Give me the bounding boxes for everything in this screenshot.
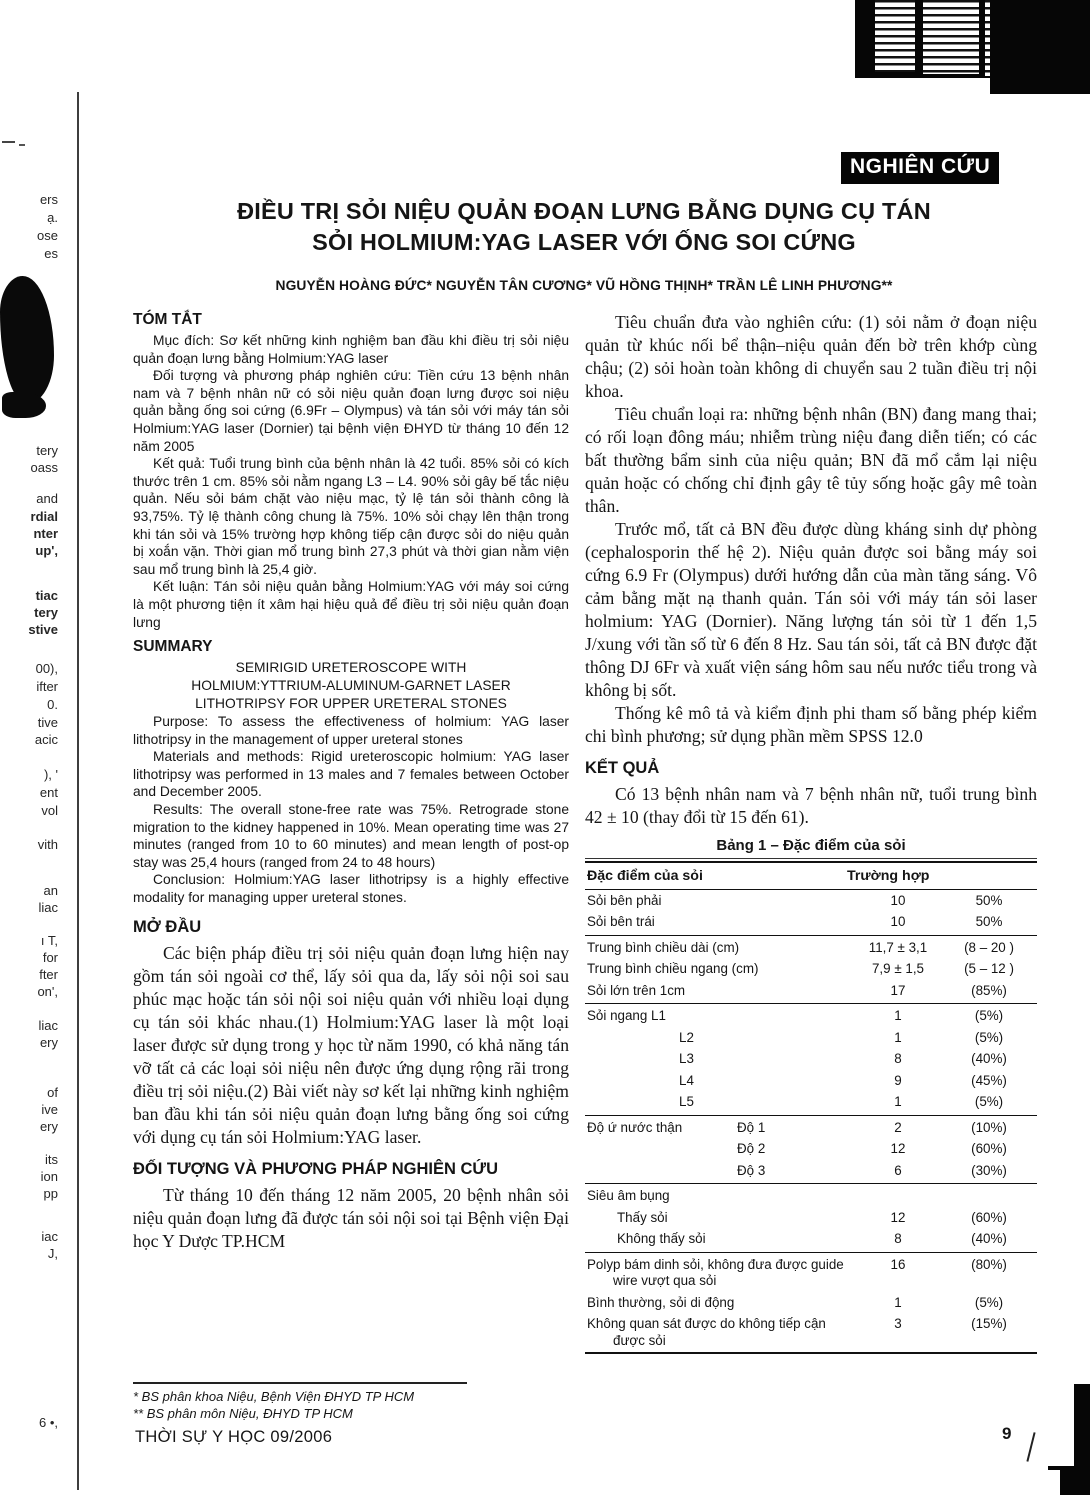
ink-blob <box>2 392 46 418</box>
table-cell-count: 12 <box>890 1141 906 1156</box>
margin-fragment: 6 •, <box>38 1416 58 1430</box>
journal-name: THỜI SỰ Y HỌC 09/2006 <box>135 1428 333 1446</box>
margin-fragment: vol <box>41 804 58 818</box>
heading-doituong: ĐỐI TƯỢNG VÀ PHƯƠNG PHÁP NGHIÊN CỨU <box>133 1159 499 1178</box>
table-cell-count: 1 <box>894 1029 902 1045</box>
margin-fragment: up', <box>35 544 58 558</box>
table-cell-label: L3 <box>679 1051 694 1066</box>
margin-fragment: liac <box>38 901 58 915</box>
footnote: * BS phân khoa Niệu, Bệnh Viện ĐHYD TP HCM <box>133 1389 415 1404</box>
table-row <box>585 1207 1037 1229</box>
table-cell-count: 11,7 ± 3,1 <box>868 939 928 955</box>
table-row: Độ 2 12 (60%) <box>585 1139 1037 1161</box>
footnotes <box>133 1388 573 1422</box>
table-cell-percent: (30%) <box>971 1162 1007 1178</box>
margin-fragment: ive <box>41 1103 58 1117</box>
margin-fragment: ion <box>40 1170 58 1184</box>
table-cell-percent: (5%) <box>974 1008 1004 1023</box>
margin-fragment: ı T, <box>40 934 58 948</box>
margin-fragment: ers <box>39 193 58 207</box>
table-cell-label: L4 <box>679 1072 694 1088</box>
footnote-block <box>133 1382 573 1422</box>
abstract-paragraph: Mục đích: Sơ kết những kinh nghiệm ban đầu khi điều trị sỏi niệu quản đoạn lưng bằng Holmium:YAG laser <box>133 333 569 366</box>
body-paragraph: Tiêu chuẩn loại ra: những bệnh nhân (BN) đang mang thai; có rối loạn đông máu; nhiễm trùng niệu đang diễn tiến; có các bất thường bẩm sinh của niệu quản; BN đã mổ cắm lại niệu quản hoặc có chống chỉ định gây tê tủy sống hoặc gây mê toàn thân. <box>585 404 1037 516</box>
table-cell-label: Sỏi bên phải <box>587 892 662 908</box>
margin-fragment: tery <box>36 444 58 458</box>
summary-paragraph: Purpose: To assess the effectiveness of holmium: YAG laser lithotripsy in the management of upper ureteral stones <box>133 714 569 747</box>
margin-fragment: ery <box>39 1120 58 1134</box>
heading-summary: SUMMARY <box>133 638 213 656</box>
table-row <box>585 890 1037 912</box>
margin-fragment: liac <box>38 1019 58 1033</box>
table-header-cases: Trường hợp <box>847 868 930 884</box>
margin-fragment: on', <box>37 985 58 999</box>
body-paragraph: Từ tháng 10 đến tháng 12 năm 2005, 20 bệnh nhân sỏi niệu quản đoạn lưng đã được tán sỏi nội soi tại Bệnh viện Đại học Y Dược TP.HCM <box>133 1184 569 1251</box>
page-number: 9 <box>1002 1424 1012 1443</box>
table-cell-count: 10 <box>890 914 906 929</box>
table-body <box>585 890 1037 1352</box>
pen-tick-mark <box>1026 1432 1035 1462</box>
margin-fragment: stive <box>28 623 58 637</box>
scan-dash <box>2 141 15 143</box>
table-cell-label: Sỏi bên trái <box>587 914 655 929</box>
table-cell-count: 1 <box>894 1008 902 1023</box>
table-cell-label: L2 <box>679 1029 694 1045</box>
table-cell-percent: (60%) <box>971 1209 1007 1225</box>
table-cell-count: 1 <box>894 1094 902 1109</box>
ketqua-section <box>585 783 1037 829</box>
table-cell-percent: (5%) <box>974 1294 1004 1310</box>
body-paragraph: Trước mổ, tất cả BN đều được dùng kháng sinh dự phòng (cephalosporin thế hệ 2). Niệu quản được soi bằng máy soi cứng 6.9 Fr (Olympus) dưới hướng dẫn của màn tăng sáng. Vô cảm bằng mặt nạ thanh quản. Tán sỏi với máy tán sỏi laser holmium: YAG (Dornier). Năng lượng tán sỏi từ 1 đến 1,5 J/xung với tần số từ 6 đến 8 Hz. Sau tán sỏi, tất cả BN được đặt thông DJ 6Fr và xuất viện sáng hôm sau nếu nước tiểu trong và không bị sốt. <box>585 519 1037 700</box>
table-cell-label: Không quan sát được do không tiếp cận được sỏi <box>587 1316 826 1348</box>
table-row: Độ 3 6 (30%) <box>585 1160 1037 1184</box>
authors-line: NGUYỄN HOÀNG ĐỨC* NGUYỄN TÂN CƯƠNG* VŨ HỒNG THỊNH* TRẦN LÊ LINH PHƯƠNG** <box>275 278 893 293</box>
right-column <box>585 311 1037 1354</box>
table-row <box>585 959 1037 981</box>
margin-fragment: for <box>42 951 58 965</box>
table-row <box>585 1253 1037 1293</box>
table-cell-count: 7,9 ± 1,5 <box>871 961 925 976</box>
table-row <box>585 1292 1037 1314</box>
margin-fragment: pp <box>43 1187 58 1201</box>
table-row <box>585 1116 1037 1139</box>
abstract-paragraph: Kết quả: Tuổi trung bình của bệnh nhân là 42 tuổi. 85% sỏi có kích thước trên 1 cm. 85% sỏi nằm ngang L3 – L4. 90% sỏi gây bế tắc niệu quản. Nếu sỏi bám chặt vào niệu mạc, tỷ lệ tán sỏi thành công là 93,75%. Tỷ lệ thành công chung là 75%. 10% sỏi chạy lên thận trong khi tán sỏi và 15% trường hợp không tiếp cận được sỏi do niệu quản bị xoắn vặn. Thời gian mổ trung bình 27,3 phút và thời gian nằm viện sau mổ trung bình là 25,4 giờ. <box>133 456 569 577</box>
body-paragraph: Các biện pháp điều trị sỏi niệu quản đoạn lưng hiện nay gồm tán sỏi ngoài cơ thể, lấy sỏi qua da, lấy sỏi nội soi sau phúc mạc hoặc tán sỏi nội soi niệu quản với nhiều loại dụng cụ tán sỏi khác nhau.(1) Holmium:YAG laser là một loại laser được sử dụng trong y học từ năm 1990, có khả năng tán vỡ tất cả các loại sỏi niệu nên được ứng dụng rộng rãi trong điều trị sỏi niệu.(2) Bài viết này sơ kết lại những kinh nghiệm ban đầu khi tán sỏi niệu quản đoạn lưng bằng ống soi cứng với dụng cụ tán sỏi Holmium:YAG laser. <box>133 942 569 1147</box>
left-column <box>133 311 569 1253</box>
table-row <box>585 1027 1037 1049</box>
margin-fragment: its <box>45 1153 58 1167</box>
ink-blob <box>0 276 54 404</box>
table-row <box>585 1070 1037 1092</box>
margin-fragment: ifter <box>36 680 58 694</box>
heading-tomtat: TÓM TẮT <box>133 311 202 328</box>
table-header-row <box>585 863 1037 890</box>
margin-fragment: nter <box>33 527 58 541</box>
margin-fragment: acic <box>34 733 58 747</box>
summary-paragraph: Conclusion: Holmium:YAG laser lithotripsy is a highly effective modality for managing upper ureteral stones. <box>133 872 569 906</box>
table-caption: Bảng 1 – Đặc điểm của sỏi <box>716 837 906 854</box>
table-cell-percent: (60%) <box>971 1141 1007 1156</box>
table-cell-percent: (40%) <box>971 1231 1007 1246</box>
summary-paragraph: Materials and methods: Rigid ureteroscopic holmium: YAG laser lithotripsy was performed in 13 males and 7 females between October and December 2005. <box>133 749 569 800</box>
body-paragraph: Có 13 bệnh nhân nam và 7 bệnh nhân nữ, tuổi trung bình 42 ± 10 (thay đổi từ 15 đến 61). <box>585 784 1037 827</box>
table-cell-label: Thấy sỏi <box>617 1209 668 1225</box>
heading-modau: MỞ ĐẦU <box>133 917 202 936</box>
table-cell-percent: (8 – 20 ) <box>964 939 1014 955</box>
table-cell-count: 12 <box>890 1209 906 1225</box>
footnote-rule <box>133 1382 467 1384</box>
margin-fragment: tery <box>34 606 58 620</box>
doituong-section <box>133 1184 569 1253</box>
table-cell-percent: 50% <box>975 914 1003 929</box>
margin-fragment: ), ' <box>43 768 58 782</box>
table-cell-count: 9 <box>894 1072 902 1088</box>
table-cell-label: Bình thường, sỏi di động <box>587 1294 735 1310</box>
table-cell-percent: (5%) <box>974 1094 1004 1109</box>
table-cell-count: 8 <box>894 1051 902 1066</box>
table-row <box>585 1184 1037 1207</box>
margin-fragment: vith <box>37 838 58 852</box>
margin-fragment: 0. <box>47 698 58 712</box>
abstract-paragraph: Kết luận: Tán sỏi niệu quản bằng Holmium:YAG với máy soi cứng là một phương tiện ít xâm hại hiệu quả để điều trị sỏi niệu quản đoạn lưng <box>133 579 569 630</box>
table-cell-percent: (15%) <box>971 1316 1007 1331</box>
table-cell-label: L5 <box>679 1094 694 1109</box>
table-cell-count: 2 <box>894 1119 902 1135</box>
margin-fragment: oass <box>30 461 58 475</box>
margin-fragment: tiac <box>35 589 58 603</box>
table-cell-label: Độ ứ nước thận Độ 1 <box>587 1119 766 1135</box>
binding-stripe <box>875 0 915 72</box>
margin-fragment: ose <box>37 229 58 243</box>
summary-subtitle-line: LITHOTRIPSY FOR UPPER URETERAL STONES <box>195 696 507 712</box>
margin-fragment: ạ. <box>47 211 58 225</box>
heading-ketqua: KẾT QUẢ <box>585 759 660 777</box>
margin-fragment: tive <box>37 716 58 730</box>
scan-artifact-bottom-right <box>1060 1470 1090 1495</box>
binding-artifact-top-right-corner <box>990 0 1090 94</box>
table-cell-percent: (5 – 12 ) <box>964 961 1014 976</box>
margin-fragment: an <box>43 884 58 898</box>
table-row <box>585 912 1037 936</box>
binding-stripe <box>923 0 979 74</box>
margin-fragment: iac <box>41 1230 58 1244</box>
section-badge: NGHIÊN CỨU <box>841 152 999 184</box>
table-cell-label: Sỏi lớn trên 1cm <box>587 982 686 998</box>
methods-section <box>585 311 1037 748</box>
table-row <box>585 1092 1037 1116</box>
table-cell-label: Trung bình chiều dài (cm) <box>587 939 740 955</box>
table-row <box>585 1049 1037 1071</box>
table-cell-count: 1 <box>894 1294 902 1310</box>
summary-subtitle-line: HOLMIUM:YTTRIUM-ALUMINUM-GARNET LASER <box>191 678 511 694</box>
table-cell-label: Polyp bám dinh sỏi, không đưa được guide wire vượt qua sỏi <box>587 1256 844 1288</box>
table-cell-count: 16 <box>890 1256 906 1272</box>
table-cell-label: Trung bình chiều ngang (cm) <box>587 961 759 976</box>
body-paragraph: Tiêu chuẩn đưa vào nghiên cứu: (1) sỏi nằm ở đoạn niệu quản từ khúc nối bể thận–niệu quản đến bờ trên khớp cùng chậu; (2) sỏi hoàn toàn không di chuyển sau 2 tuần điều trị nội khoa. <box>585 312 1037 401</box>
table-row <box>585 1004 1037 1027</box>
title-line-1: ĐIỀU TRỊ SỎI NIỆU QUẢN ĐOẠN LƯNG BẰNG DỤNG CỤ TÁN <box>237 198 931 224</box>
footnote: ** BS phân môn Niệu, ĐHYD TP HCM <box>133 1406 353 1421</box>
article-title <box>133 196 1035 258</box>
table-cell-label: Sỏi ngang L1 <box>587 1008 666 1023</box>
summary-section <box>133 713 569 907</box>
table-cell-percent: (40%) <box>971 1051 1007 1066</box>
abstract-paragraph: Đối tượng và phương pháp nghiên cứu: Tiền cứu 13 bệnh nhân nam và 7 bệnh nhân nữ có sỏi niệu quản đoạn lưng được soi niệu quản bằng ống soi cứng (6.9Fr – Olympus) và tán sỏi với máy tán sỏi Holmium:YAG laser (Dornier) tại bệnh viện ĐHYD từ tháng 10 đến 12 năm 2005 <box>133 368 569 454</box>
table-cell-count: 8 <box>894 1231 902 1246</box>
margin-fragment: and <box>36 492 58 506</box>
table-cell-percent: (45%) <box>971 1072 1007 1088</box>
margin-fragment: rdial <box>30 510 58 524</box>
summary-subtitle <box>133 659 569 713</box>
table-cell-count: 3 <box>894 1316 902 1331</box>
margin-fragment: J, <box>47 1247 58 1261</box>
summary-paragraph: Results: The overall stone-free rate was 75%. Retrograde stone migration to the kidney happened in 10%. Mean operating time was 27 minutes (ranged from 10 to 60 minutes) and mean length of post-op stay was 25,4 hours (ranged from 24 to 48 hours) <box>133 802 569 870</box>
table-cell-count: 6 <box>894 1162 902 1178</box>
table-cell-percent: (85%) <box>971 982 1007 998</box>
scan-dash <box>19 144 25 146</box>
margin-fragment: ent <box>39 786 58 800</box>
table-row <box>585 1229 1037 1253</box>
table-cell-count: 10 <box>890 892 906 908</box>
margin-fragment: 00), <box>35 662 58 676</box>
table-row <box>585 936 1037 959</box>
table-cell-count: 17 <box>890 982 906 998</box>
table-cell-label: Siêu âm bụng <box>587 1188 670 1203</box>
margin-fragment: es <box>44 247 58 261</box>
body-paragraph: Thống kê mô tả và kiểm định phi tham số bằng phép kiểm chi bình phương; sử dụng phần mềm SPSS 12.0 <box>585 703 1037 746</box>
margin-fragment: of <box>47 1086 58 1100</box>
stone-characteristics-table <box>585 861 1037 1354</box>
margin-fragment: fter <box>39 968 58 982</box>
table-row <box>585 980 1037 1004</box>
table-cell-label: Không thấy sỏi <box>617 1231 706 1246</box>
margin-fragment: ery <box>39 1036 58 1050</box>
table-header-feature: Đặc điểm của sỏi <box>587 868 703 884</box>
page-spine-line <box>77 92 79 1490</box>
tomtat-section <box>133 332 569 631</box>
summary-subtitle-line: SEMIRIGID URETEROSCOPE WITH <box>235 660 467 676</box>
table-cell-percent: (5%) <box>974 1029 1004 1045</box>
table-row <box>585 1314 1037 1352</box>
table-cell-percent: 50% <box>975 892 1003 908</box>
title-line-2: SỎI HOLMIUM:YAG LASER VỚI ỐNG SOI CỨNG <box>312 229 856 255</box>
table-cell-percent: (80%) <box>971 1256 1007 1272</box>
table-cell-percent: (10%) <box>971 1119 1007 1135</box>
modau-section <box>133 942 569 1149</box>
